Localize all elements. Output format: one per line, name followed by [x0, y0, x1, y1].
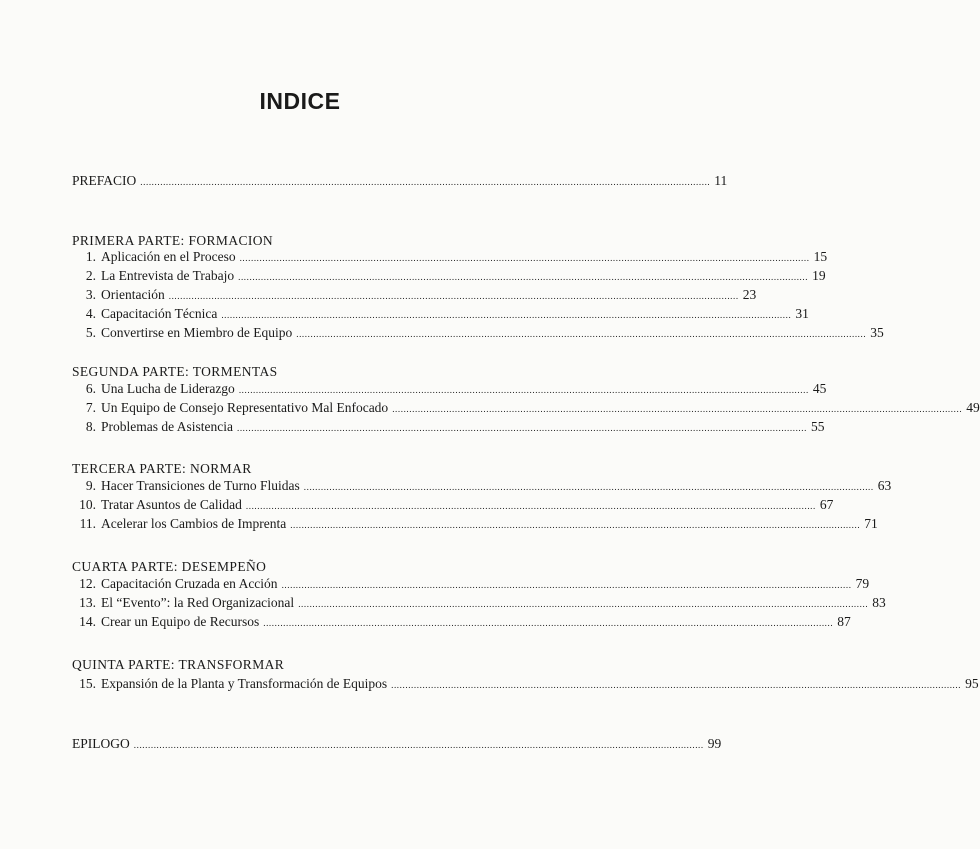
toc-entry — [72, 594, 886, 612]
dot-leader: ........................................................................................................................................................................................................ — [236, 423, 807, 433]
chapter-number: 15. — [79, 676, 96, 691]
dot-leader: ........................................................................................................................................................................................................ — [140, 177, 711, 187]
toc-entry — [72, 675, 979, 693]
chapter-number: 14. — [79, 614, 96, 629]
chapter-page: 49 — [966, 400, 980, 415]
toc-entry — [72, 380, 827, 398]
chapter-number: 3. — [85, 287, 96, 302]
chapter-page: 35 — [870, 325, 884, 340]
dot-leader: ........................................................................................................................................................................................................ — [290, 520, 861, 530]
dot-leader: ........................................................................................................................................................................................................ — [238, 272, 809, 282]
chapter-title: Tratar Asuntos de Calidad — [101, 497, 242, 512]
chapter-number: 11. — [79, 516, 96, 531]
dot-leader: ........................................................................................................................................................................................................ — [133, 740, 704, 750]
chapter-page: 31 — [795, 306, 809, 321]
chapter-title: Acelerar los Cambios de Imprenta — [101, 516, 287, 531]
chapter-title: Capacitación Técnica — [101, 306, 218, 321]
page-title: INDICE — [259, 88, 341, 114]
toc-entry-page: 11 — [714, 173, 728, 188]
toc-entry — [72, 248, 828, 266]
dot-leader: ........................................................................................................................................................................................................ — [238, 385, 809, 395]
chapter-title: La Entrevista de Trabajo — [101, 268, 235, 283]
chapter-page: 83 — [872, 595, 886, 610]
dot-leader: ........................................................................................................................................................................................................ — [296, 329, 867, 339]
chapter-page: 87 — [837, 614, 851, 629]
chapter-number: 7. — [85, 400, 96, 415]
dot-leader: ........................................................................................................................................................................................................ — [168, 291, 739, 301]
toc-entry — [72, 399, 980, 417]
chapter-title: Hacer Transiciones de Turno Fluidas — [101, 478, 300, 493]
part-heading-3: TERCERA PARTE: NORMAR — [72, 461, 252, 476]
toc-entry — [72, 267, 826, 285]
chapter-page: 19 — [812, 268, 826, 283]
chapter-title: Problemas de Asistencia — [101, 419, 233, 434]
toc-entry-page: 99 — [707, 736, 722, 751]
toc-entry — [72, 324, 884, 342]
chapter-page: 15 — [813, 249, 828, 264]
chapter-number: 5. — [85, 325, 96, 340]
dot-leader: ........................................................................................................................................................................................................ — [245, 501, 816, 511]
toc-entry — [72, 418, 825, 436]
toc-entry — [72, 575, 870, 593]
part-heading-1: PRIMERA PARTE: FORMACION — [72, 233, 274, 248]
dot-leader: ........................................................................................................................................................................................................ — [298, 599, 869, 609]
chapter-number: 13. — [79, 595, 96, 610]
toc-entry — [72, 496, 834, 514]
chapter-title: Una Lucha de Liderazgo — [101, 381, 235, 396]
chapter-page: 55 — [810, 419, 825, 434]
toc-entry — [72, 286, 757, 304]
part-heading-5: QUINTA PARTE: TRANSFORMAR — [72, 657, 285, 672]
toc-entry-prefacio — [72, 172, 728, 190]
chapter-number: 4. — [85, 306, 96, 321]
chapter-title: Aplicación en el Proceso — [101, 249, 236, 264]
chapter-number: 12. — [79, 576, 96, 591]
chapter-title: Un Equipo de Consejo Representativo Mal Enfocado — [101, 400, 389, 415]
chapter-title: Capacitación Cruzada en Acción — [101, 576, 278, 591]
chapter-title: Convertirse en Miembro de Equipo — [101, 325, 293, 340]
dot-leader: ........................................................................................................................................................................................................ — [239, 253, 810, 263]
toc-entry-epilogo — [72, 735, 722, 753]
toc-entry — [72, 477, 892, 495]
chapter-title: El “Evento”: la Red Organizacional — [101, 595, 295, 610]
toc-entry — [72, 515, 878, 533]
chapter-page: 95 — [965, 676, 979, 691]
chapter-page: 63 — [877, 478, 892, 493]
chapter-number: 9. — [85, 478, 96, 493]
chapter-title: Orientación — [101, 287, 165, 302]
chapter-number: 6. — [85, 381, 96, 396]
part-heading-4: CUARTA PARTE: DESEMPEÑO — [72, 559, 267, 574]
part-heading-2: SEGUNDA PARTE: TORMENTAS — [72, 364, 278, 379]
chapter-title: Crear un Equipo de Recursos — [101, 614, 260, 629]
dot-leader: ........................................................................................................................................................................................................ — [391, 680, 962, 690]
chapter-page: 67 — [819, 497, 834, 512]
dot-leader: ........................................................................................................................................................................................................ — [221, 310, 792, 320]
toc-entry-label: PREFACIO — [72, 173, 137, 188]
chapter-page: 71 — [864, 516, 878, 531]
dot-leader: ........................................................................................................................................................................................................ — [392, 404, 963, 414]
chapter-title: Expansión de la Planta y Transformación de Equipos — [101, 676, 388, 691]
toc-entry — [72, 613, 851, 631]
chapter-page: 45 — [812, 381, 827, 396]
chapter-number: 10. — [79, 497, 96, 512]
chapter-number: 8. — [85, 419, 96, 434]
chapter-number: 1. — [85, 249, 96, 264]
toc-entry — [72, 305, 809, 323]
chapter-number: 2. — [85, 268, 96, 283]
chapter-page: 23 — [742, 287, 757, 302]
dot-leader: ........................................................................................................................................................................................................ — [281, 580, 852, 590]
chapter-page: 79 — [855, 576, 870, 591]
toc-entry-label: EPILOGO — [72, 736, 130, 751]
dot-leader: ........................................................................................................................................................................................................ — [303, 482, 874, 492]
dot-leader: ........................................................................................................................................................................................................ — [263, 618, 834, 628]
